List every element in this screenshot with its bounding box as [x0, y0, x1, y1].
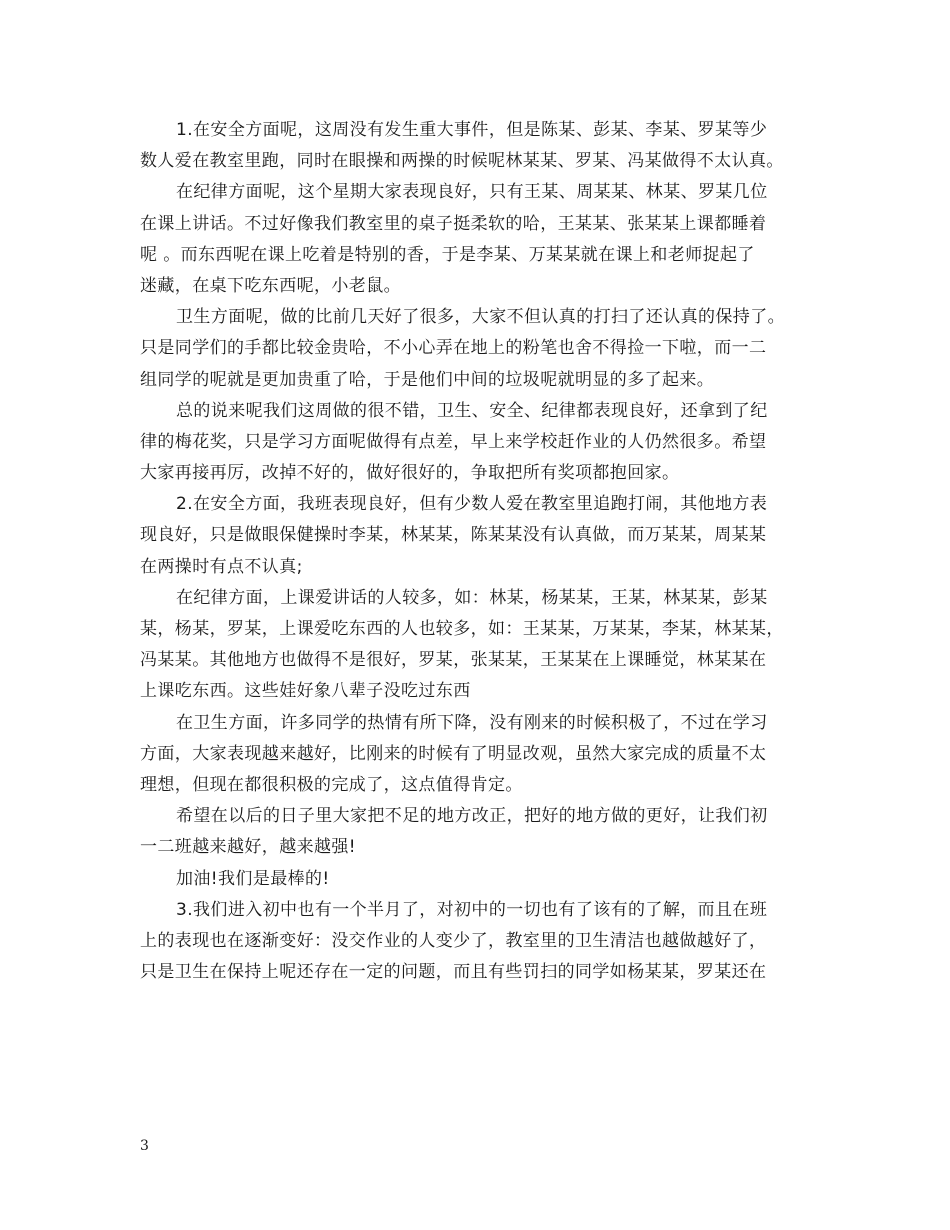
text-line: 某，杨某，罗某，上课爱吃东西的人也较多，如：王某某，万某某，李某，林某某， [140, 619, 784, 639]
text-line: 总的说来呢我们这周做的很不错，卫生、安全、纪律都表现良好，还拿到了纪 [176, 400, 768, 421]
text-line: 一二班越来越好，越来越强! [140, 837, 357, 858]
text-line: 现良好，只是做眼保健操时李某，林某某，陈某某没有认真做，而万某某，周某某 [140, 525, 767, 546]
text-line: 数人爱在教室里跑，同时在眼操和两操的时候呢林某某、罗某、冯某做得不太认真。 [140, 151, 784, 172]
text-line: 在纪律方面，上课爱讲话的人较多，如：林某，杨某某，王某，林某某，彭某 [176, 587, 768, 608]
text-line: 加油!我们是最棒的! [176, 868, 330, 889]
text-line: 只是同学们的手都比较金贵哈，不小心弄在地上的粉笔也舍不得捡一下啦，而一二 [140, 338, 767, 359]
text-line: 组同学的呢就是更加贵重了哈，于是他们中间的垃圾呢就明显的多了起来。 [140, 369, 715, 390]
text-line: 理想，但现在都很积极的完成了，这点值得肯定。 [140, 774, 523, 795]
text-line: 在卫生方面，许多同学的热情有所下降，没有刚来的时候积极了，不过在学习 [176, 712, 768, 733]
text-line: 2.在安全方面，我班表现良好，但有少数人爱在教室里追跑打闹，其他地方表 [176, 494, 768, 515]
text-line: 3.我们进入初中也有一个半月了，对初中的一切也有了该有的了解，而且在班 [176, 899, 768, 920]
text-line: 在课上讲话。不过好像我们教室里的桌子挺柔软的哈，王某某、张某某上课都睡着 [140, 213, 767, 234]
text-line: 希望在以后的日子里大家把不足的地方改正，把好的地方做的更好，让我们初 [176, 806, 768, 827]
text-line: 只是卫生在保持上呢还存在一定的问题，而且有些罚扫的同学如杨某某，罗某还在 [140, 962, 767, 983]
text-line: 律的梅花奖，只是学习方面呢做得有点差，早上来学校赶作业的人仍然很多。希望 [140, 431, 767, 452]
text-line: 1.在安全方面呢，这周没有发生重大事件，但是陈某、彭某、李某、罗某等少 [176, 120, 768, 140]
text-line: 呢 。而东西呢在课上吃着是特别的香，于是李某、万某某就在课上和老师捉起了 [140, 244, 755, 265]
text-line: 大家再接再厉，改掉不好的，做好很好的，争取把所有奖项都抱回家。 [140, 463, 680, 484]
page-number: 3 [140, 1138, 149, 1154]
text-line: 在纪律方面呢，这个星期大家表现良好，只有王某、周某某、林某、罗某几位 [176, 182, 768, 203]
text-line: 方面，大家表现越来越好，比刚来的时候有了明显改观，虽然大家完成的质量不太 [140, 743, 767, 764]
text-line: 在两操时有点不认真; [140, 556, 303, 577]
text-line: 上课吃东西。这些娃好象八辈子没吃过东西 [140, 681, 471, 702]
text-line: 上的表现也在逐渐变好：没交作业的人变少了，教室里的卫生清洁也越做越好了， [140, 930, 767, 951]
text-line: 冯某某。其他地方也做得不是很好，罗某，张某某，王某某在上课睡觉，林某某在 [140, 650, 767, 671]
document-body [140, 115, 810, 988]
text-line: 卫生方面呢，做的比前几天好了很多，大家不但认真的打扫了还认真的保持了。 [176, 307, 785, 328]
text-line: 迷藏，在桌下吃东西呢，小老鼠。 [140, 275, 401, 296]
